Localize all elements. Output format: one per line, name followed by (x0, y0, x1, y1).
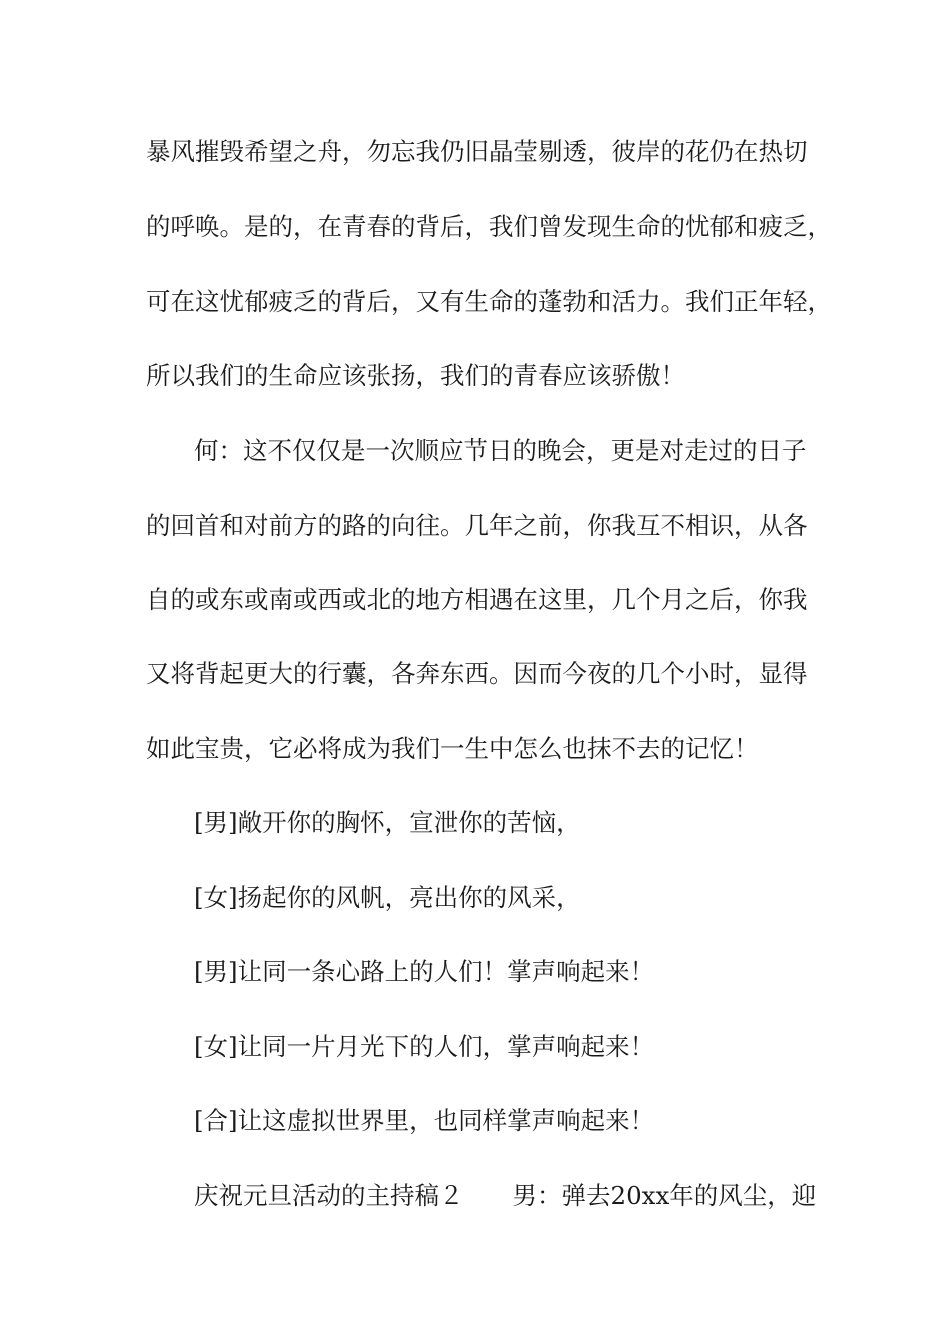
dialogue-line: [女]扬起你的风帆，亮出你的风采， (194, 883, 581, 912)
dialogue-line: [女]让同一片月光下的人们，掌声响起来！ (194, 1032, 655, 1061)
dialogue-line: [合]让这虚拟世界里，也同样掌声响起来！ (194, 1106, 655, 1135)
paragraph-line: 又将背起更大的行囊，各奔东西。因而今夜的几个小时，显得 (146, 659, 808, 688)
paragraph-line: 何：这不仅仅是一次顺应节日的晚会，更是对走过的日子 (194, 436, 807, 465)
paragraph-line: 所以我们的生命应该张扬，我们的青春应该骄傲！ (146, 361, 685, 390)
paragraph-line: 的回首和对前方的路的向往。几年之前，你我互不相识，从各 (146, 511, 808, 540)
paragraph-line: 如此宝贵，它必将成为我们一生中怎么也抹不去的记忆！ (146, 734, 759, 763)
paragraph-line: 暴风摧毁希望之舟，勿忘我仍旧晶莹剔透，彼岸的花仍在热切 (146, 137, 808, 166)
dialogue-line: [男]敞开你的胸怀，宣泄你的苦恼， (194, 808, 581, 837)
paragraph-line: 自的或东或南或西或北的地方相遇在这里，几个月之后，你我 (146, 585, 808, 614)
paragraph-line: 的呼唤。是的，在青春的背后，我们曾发现生命的忧郁和疲乏， (146, 212, 832, 241)
section-heading-line: 庆祝元旦活动的主持稿２ 男：弹去20xx年的风尘，迎 (194, 1181, 817, 1210)
dialogue-line: [男]让同一条心路上的人们！掌声响起来！ (194, 957, 655, 986)
paragraph-line: 可在这忧郁疲乏的背后，又有生命的蓬勃和活力。我们正年轻， (146, 287, 832, 316)
